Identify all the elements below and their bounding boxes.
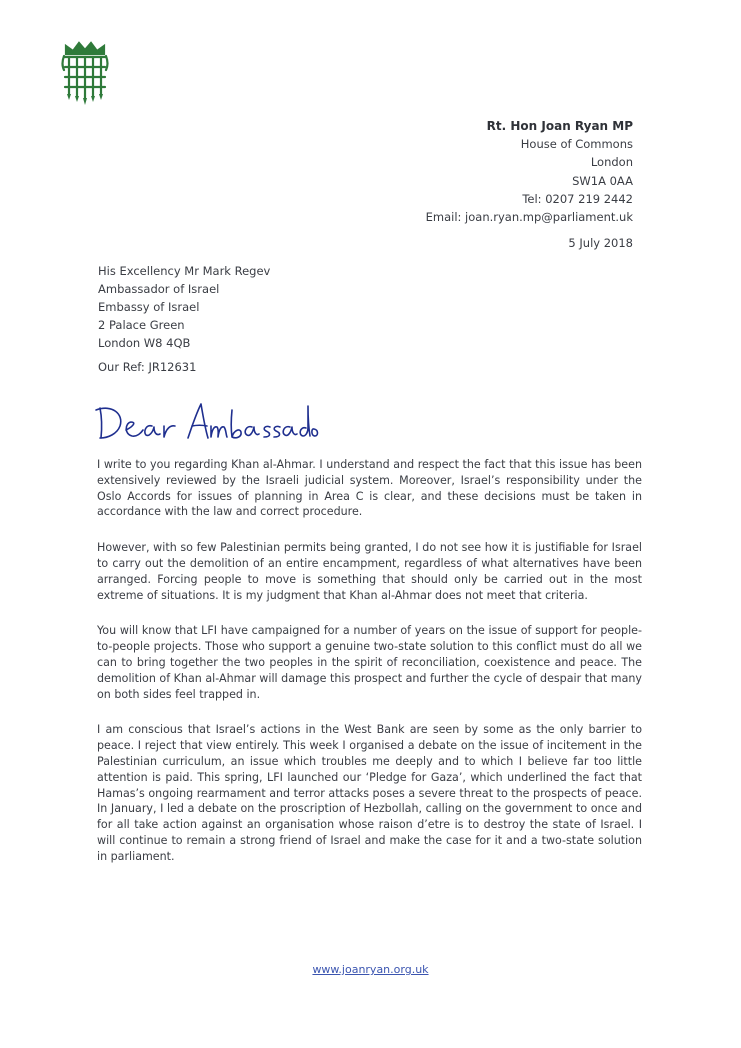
sender-address-line: SW1A 0AA bbox=[572, 173, 633, 188]
website-link[interactable]: www.joanryan.org.uk bbox=[312, 963, 429, 976]
recipient-line: Embassy of Israel bbox=[98, 300, 200, 314]
recipient-line: 2 Palace Green bbox=[98, 318, 185, 332]
footer bbox=[0, 963, 741, 976]
recipient-line: Ambassador of Israel bbox=[98, 282, 220, 296]
recipient-address-block bbox=[98, 262, 270, 352]
sender-name: Rt. Hon Joan Ryan MP bbox=[486, 119, 633, 133]
sender-telephone: Tel: 0207 219 2442 bbox=[522, 191, 633, 206]
letter-date: 5 July 2018 bbox=[568, 236, 633, 250]
portcullis-crest-icon bbox=[60, 40, 110, 106]
letter-body bbox=[97, 457, 642, 885]
sender-email: Email: joan.ryan.mp@parliament.uk bbox=[425, 210, 633, 225]
body-paragraph: I write to you regarding Khan al-Ahmar. I understand and respect the fact that this issue has been extensively reviewed by the Israeli judicial system. Moreover, Israel’s responsibility under the Oslo Accords for issues of planning in Area C is clear, and these decisions must be taken in accordance with the law and correct procedure. bbox=[97, 458, 642, 519]
body-paragraph: However, with so few Palestinian permits being granted, I do not see how it is justifiable for Israel to carry out the demolition of an entire encampment, regardless of what alternatives have been arranged. Forcing people to move is something that should only be carried out in the most extreme of situations. It is my judgment that Khan al-Ahmar does not meet that criteria. bbox=[97, 541, 642, 602]
sender-address-line: London bbox=[590, 155, 633, 170]
sender-address-block bbox=[426, 117, 633, 226]
our-reference: Our Ref: JR12631 bbox=[98, 360, 197, 374]
recipient-line: London W8 4QB bbox=[98, 336, 191, 350]
recipient-line: His Excellency Mr Mark Regev bbox=[98, 264, 271, 278]
handwritten-salutation bbox=[90, 396, 320, 450]
sender-address-line: House of Commons bbox=[520, 137, 633, 152]
body-paragraph: I am conscious that Israel’s actions in the West Bank are seen by some as the only barrier to peace. I reject that view entirely. This week I organised a debate on the issue of incitement in the Palestinian curriculum, an issue which troubles me deeply and to which I believe far too little attention is paid. This spring, LFI launched our ‘Pledge for Gaza’, which underlined the fact that Hamas’s ongoing rearmament and terror attacks poses a severe threat to the prospects of peace. In January, I led a debate on the proscription of Hezbollah, calling on the government to once and for all take action against an organisation whose raison d’etre is to destroy the state of Israel. I will continue to remain a strong friend of Israel and make the case for it and a two-state solution in parliament. bbox=[97, 723, 642, 863]
body-paragraph: You will know that LFI have campaigned for a number of years on the issue of support for people-to-people projects. Those who support a genuine two-state solution to this conflict must do all we can to bring together the two peoples in the spirit of reconciliation, coexistence and peace. The demolition of Khan al-Ahmar will damage this prospect and further the cycle of despair that many on both sides feel trapped in. bbox=[97, 624, 642, 701]
